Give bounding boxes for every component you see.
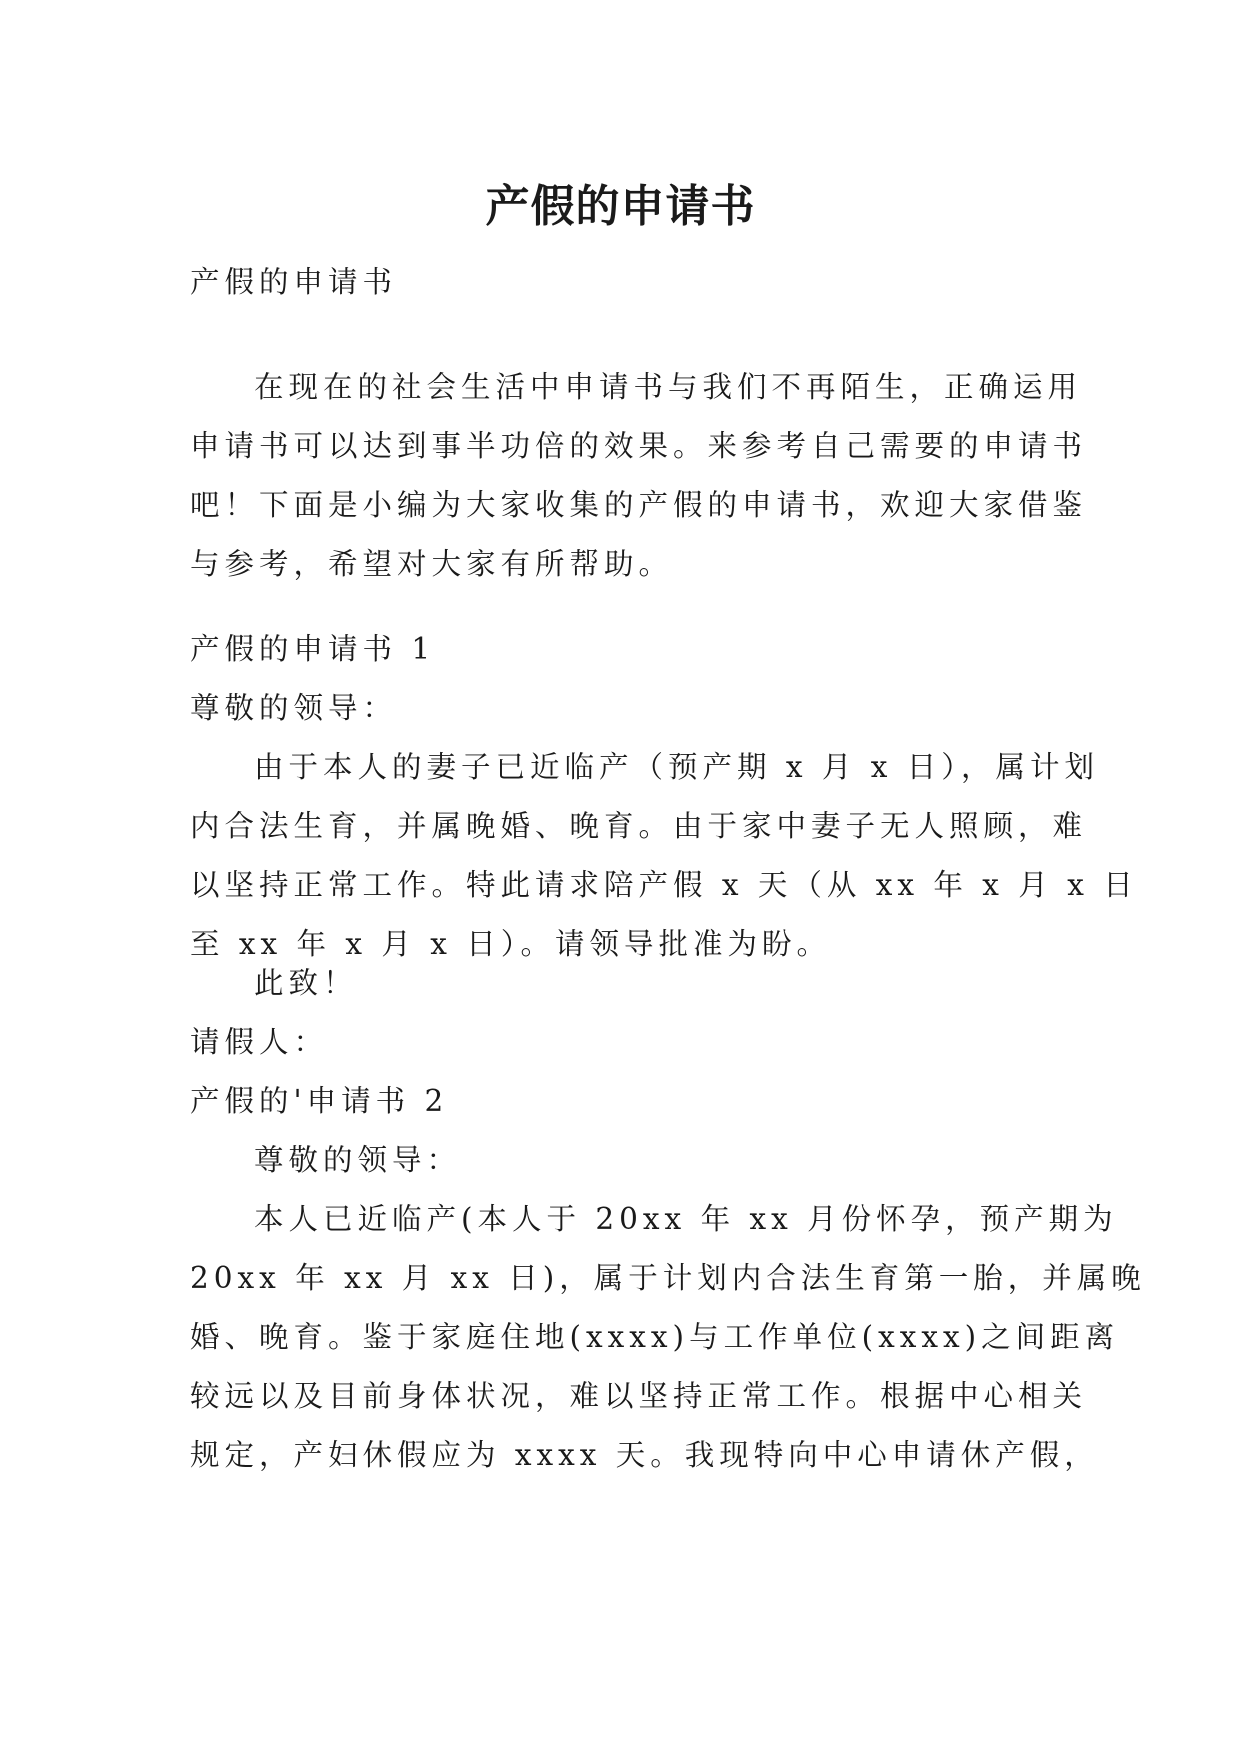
section1-body-line: 以坚持正常工作。特此请求陪产假 x 天（从 xx 年 x 月 x 日	[190, 868, 1138, 902]
section1-body-line: 至 xx 年 x 月 x 日）。请领导批准为盼。	[190, 927, 832, 961]
section2-body-line: 婚、晚育。鉴于家庭住地(xxxx)与工作单位(xxxx)之间距离	[190, 1320, 1120, 1354]
section2-body-line: 规定，产妇休假应为 xxxx 天。我现特向中心申请休产假，	[190, 1438, 1099, 1472]
section2-salutation: 尊敬的领导：	[254, 1143, 462, 1177]
intro-line: 申请书可以达到事半功倍的效果。来参考自己需要的申请书	[190, 429, 1088, 463]
section2-body	[190, 1190, 1146, 1485]
section1-salutation: 尊敬的领导：	[190, 691, 398, 725]
section1-closing: 此致！	[254, 966, 358, 1000]
document-subtitle: 产假的申请书	[190, 265, 398, 299]
section2-body-line: 20xx 年 xx 月 xx 日)，属于计划内合法生育第一胎，并属晚	[190, 1261, 1146, 1295]
intro-line: 与参考，希望对大家有所帮助。	[190, 547, 674, 581]
document-title: 产假的申请书	[485, 181, 756, 233]
intro-line: 吧！下面是小编为大家收集的产假的申请书，欢迎大家借鉴	[190, 488, 1088, 522]
section2-body-line: 较远以及目前身体状况，难以坚持正常工作。根据中心相关	[190, 1379, 1088, 1413]
section1-body	[190, 738, 1138, 974]
section1-signature: 请假人：	[190, 1025, 329, 1059]
section2-heading: 产假的'申请书 2	[190, 1084, 449, 1118]
section1-heading: 产假的申请书 1	[190, 632, 436, 666]
intro-line: 在现在的社会生活中申请书与我们不再陌生，正确运用	[254, 370, 1083, 404]
section2-body-line: 本人已近临产(本人于 20xx 年 xx 月份怀孕，预产期为	[254, 1202, 1118, 1236]
section1-body-line: 内合法生育，并属晚婚、晚育。由于家中妻子无人照顾，难	[190, 809, 1088, 843]
section1-body-line: 由于本人的妻子已近临产（预产期 x 月 x 日），属计划	[254, 750, 1100, 784]
intro-paragraph	[190, 358, 1088, 594]
